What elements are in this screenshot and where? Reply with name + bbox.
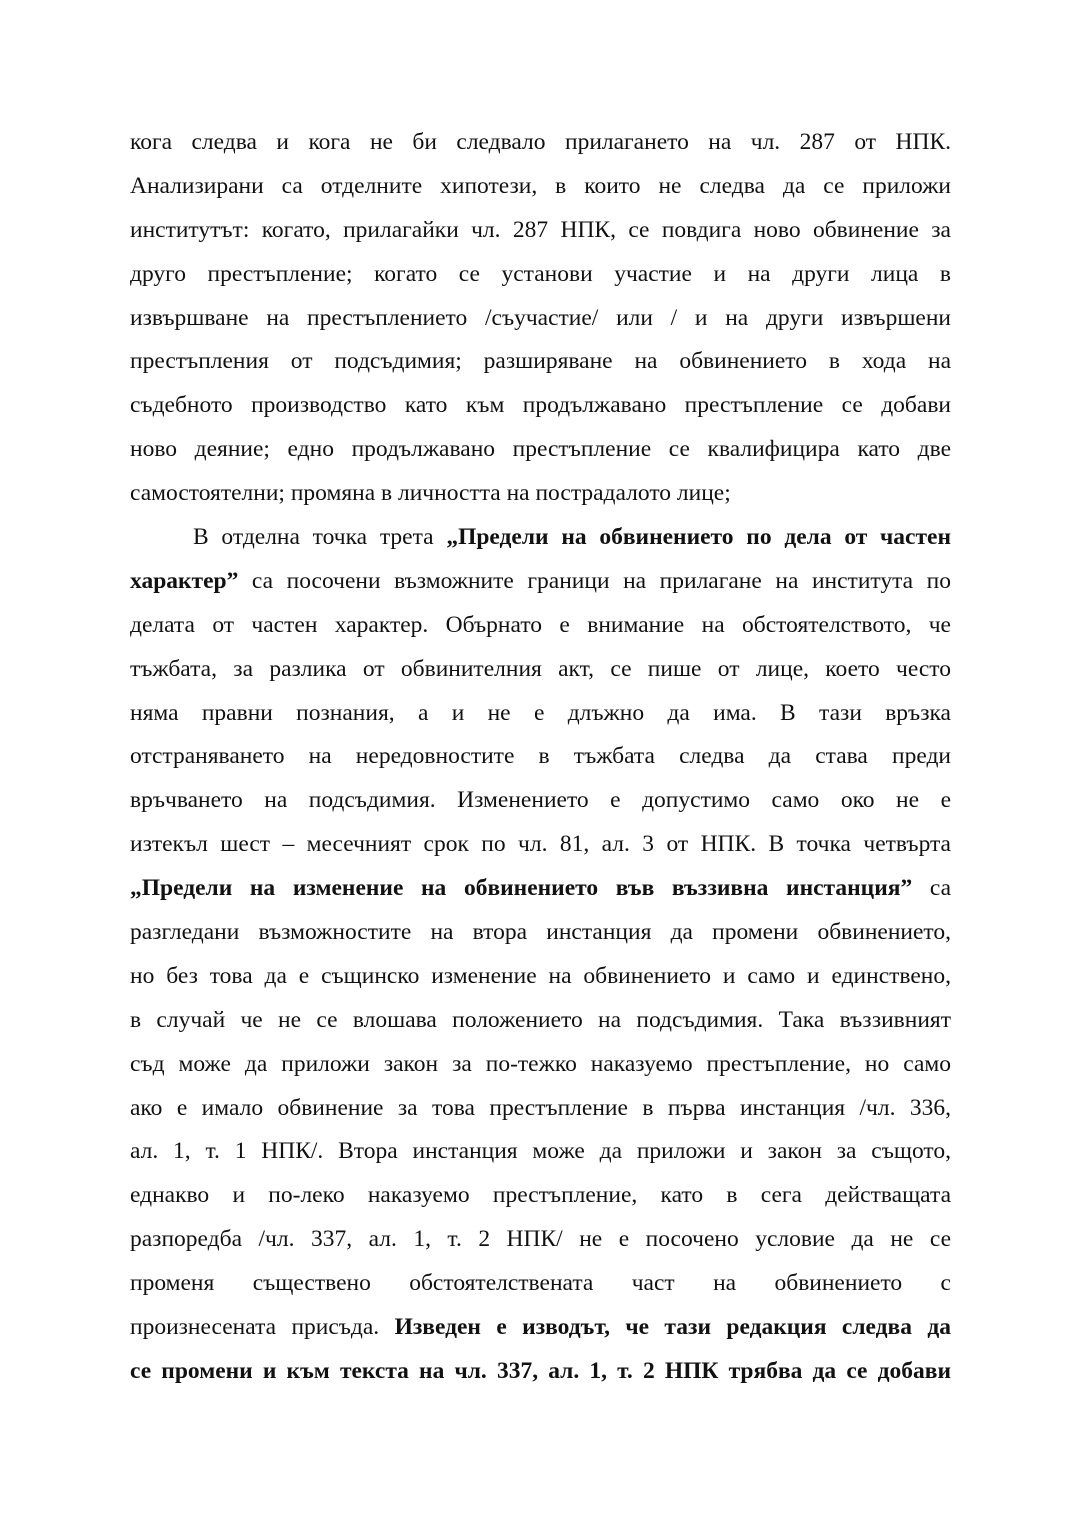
- text-line: [130, 121, 951, 165]
- text-segment: изтекъл шест – месечният срок по чл. 81, ал. 3 от НПК. В точка четвърта: [130, 831, 951, 858]
- text-segment: разгледани възможностите на втора инстанция да промени обвинението,: [130, 919, 951, 946]
- text-segment: ако е имало обвинение за това престъпление в първа инстанция /чл. 336,: [130, 1094, 951, 1121]
- text-segment: еднакво и по-леко наказуемо престъпление, като в сега действащата: [130, 1182, 951, 1209]
- text-segment: друго престъпление; когато се установи участие и на други лица в: [130, 260, 951, 287]
- text-line: [130, 516, 951, 560]
- text-segment: отстраняването на нередовностите в тъжбата следва да става преди: [130, 743, 951, 770]
- text-segment: институтът: когато, прилагайки чл. 287 НПК, се повдига ново обвинение за: [130, 216, 951, 243]
- text-segment: връчването на подсъдимия. Изменението е допустимо само око не е: [130, 787, 951, 814]
- text-segment: разпоредба /чл. 337, ал. 1, т. 2 НПК/ не е посочено условие да не се: [130, 1226, 951, 1253]
- text-segment: самостоятелни; промяна в личността на пострадалото лице;: [130, 480, 731, 507]
- text-line: [130, 1350, 951, 1394]
- text-segment: съд може да приложи закон за по-тежко наказуемо престъпление, но само: [130, 1050, 951, 1077]
- bold-text-segment: „Предели на обвинението по дела от частен: [446, 524, 951, 551]
- bold-text-segment: се промени и към текста на чл. 337, ал. 1, т. 2 НПК трябва да се добави: [130, 1357, 951, 1384]
- text-line: [130, 692, 951, 736]
- text-segment: няма правни познания, а и не е длъжно да има. В тази връзка: [130, 699, 951, 726]
- text-segment: ал. 1, т. 1 НПК/. Втора инстанция може да приложи и закон за същото,: [130, 1138, 951, 1165]
- text-line: [130, 1130, 951, 1174]
- text-segment: престъпления от подсъдимия; разширяване на обвинението в хода на: [130, 348, 951, 375]
- text-segment: са: [912, 875, 951, 902]
- text-line: [130, 560, 951, 604]
- text-line: [130, 165, 951, 209]
- text-line: [130, 779, 951, 823]
- document-page: [130, 121, 951, 1394]
- text-segment: извършване на престъплението /съучастие/ или / и на други извършени: [130, 304, 951, 331]
- text-line: [130, 823, 951, 867]
- text-segment: Анализирани са отделните хипотези, в които не следва да се приложи: [130, 172, 951, 199]
- text-line: [130, 604, 951, 648]
- text-line: [130, 209, 951, 253]
- text-segment: В отделна точка трета: [193, 524, 447, 551]
- text-line: [130, 1306, 951, 1350]
- text-line: [130, 1087, 951, 1131]
- text-segment: променя съществено обстоятелствената част на обвинението с: [130, 1270, 951, 1297]
- text-line: [130, 428, 951, 472]
- text-line: [130, 472, 951, 516]
- text-segment: делата от частен характер. Обърнато е внимание на обстоятелството, че: [130, 611, 951, 638]
- text-line: [130, 955, 951, 999]
- bold-text-segment: Изведен е изводът, че тази редакция следва да: [394, 1314, 952, 1341]
- text-line: [130, 340, 951, 384]
- text-segment: съдебното производство като към продължавано престъпление се добави: [130, 392, 951, 419]
- text-line: [130, 384, 951, 428]
- text-segment: ново деяние; едно продължавано престъпление се квалифицира като две: [130, 436, 951, 463]
- text-segment: но без това да е същинско изменение на обвинението и само и единствено,: [130, 962, 951, 989]
- bold-text-segment: „Предели на изменение на обвинението във въззивна инстанция”: [130, 875, 913, 902]
- text-line: [130, 735, 951, 779]
- text-line: [130, 297, 951, 341]
- text-line: [130, 911, 951, 955]
- text-line: [130, 867, 951, 911]
- text-line: [130, 648, 951, 692]
- text-segment: тъжбата, за разлика от обвинителния акт, се пише от лице, което често: [130, 655, 951, 682]
- text-line: [130, 1262, 951, 1306]
- text-line: [130, 1174, 951, 1218]
- bold-text-segment: характер”: [130, 567, 239, 594]
- text-line: [130, 1043, 951, 1087]
- text-line: [130, 999, 951, 1043]
- text-segment: кога следва и кога не би следвало прилагането на чл. 287 от НПК.: [130, 129, 951, 155]
- text-segment: произнесената присъда.: [130, 1314, 395, 1341]
- text-segment: са посочени възможните граници на прилагане на института по: [238, 567, 951, 594]
- text-segment: в случай че не се влошава положението на подсъдимия. Така въззивният: [130, 1006, 951, 1033]
- text-line: [130, 253, 951, 297]
- text-line: [130, 1218, 951, 1262]
